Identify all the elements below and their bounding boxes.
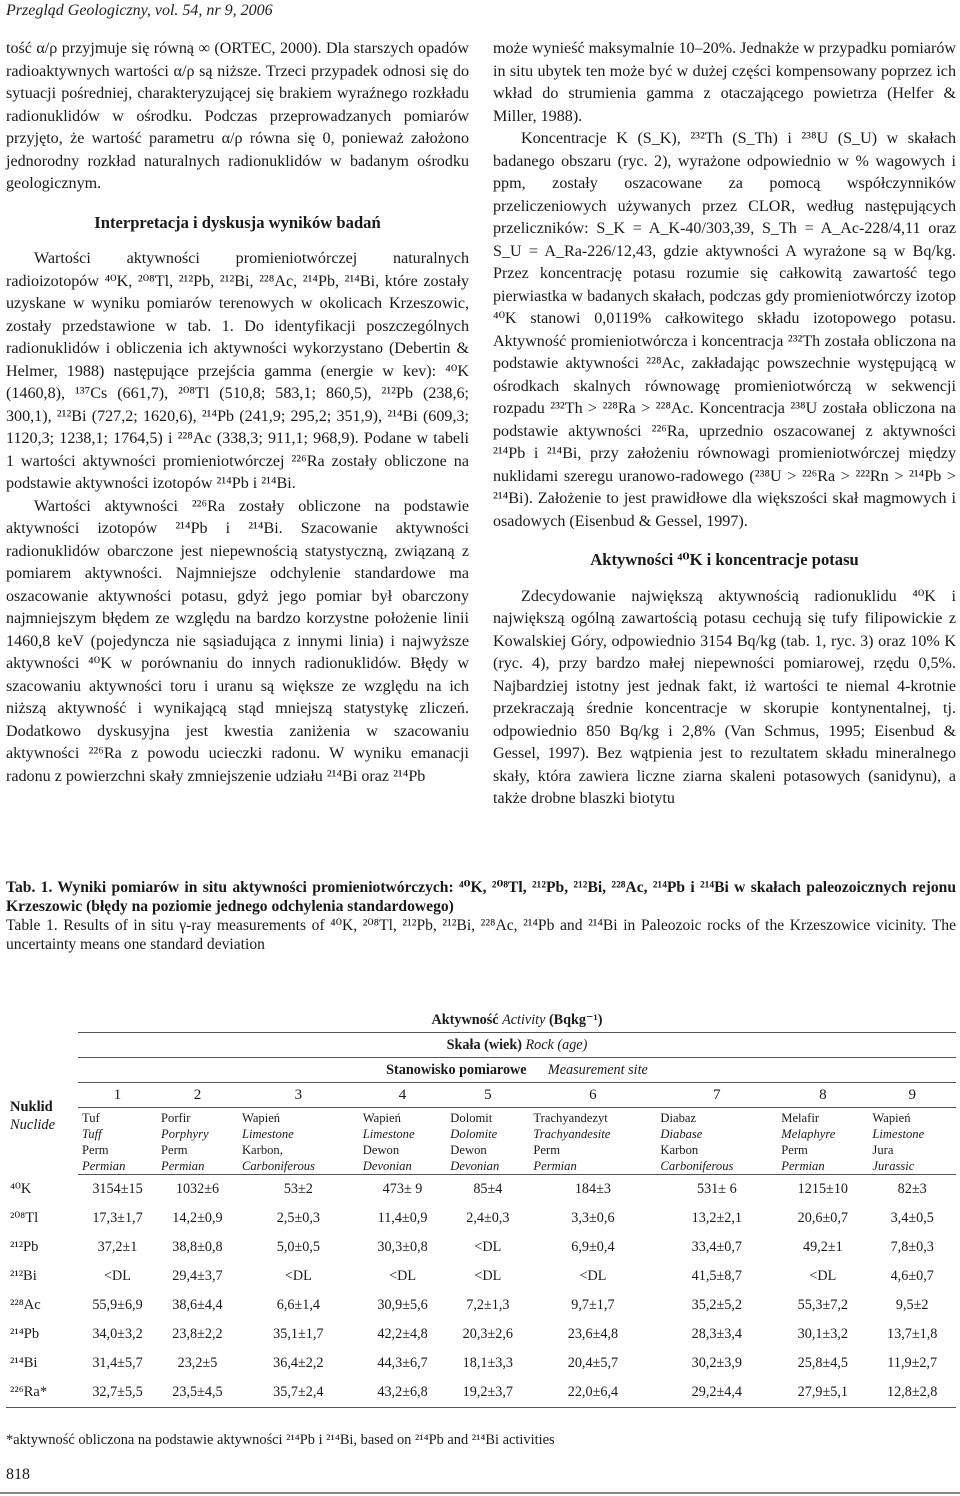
right-paragraph-3: Zdecydowanie największą aktywnością radionuklidu ⁴⁰K i największą ogólną zawartością potasu cechują się tufy filipowickie z Kowalskiej Góry, odpowiednio 3154 Bq/kg (tab. 1, ryc. 3) oraz 10% K (ryc. 4), przy bardzo małej niepewności pomiarowej, rzędu 0,5%. Najbardziej istotny jest jednak fakt, iż wartości te niemal 4-krotnie przekraczają średnie koncentracje w skorupie kontynentalnej, tj. odpowiednio 850 Bq/kg i 2,8% (Van Schmus, 1995; Eisenbud & Gessel, 1997). Bez wątpienia jest to rezultatem składu mineralnego skały, która zawiera liczne ziarna skaleni potasowych (sanidynu), a także drobne blaszki biotytu	[493, 587, 956, 807]
nuclide-header-en: Nuclide	[10, 1117, 56, 1133]
rock-pl: Wapień	[872, 1111, 911, 1125]
nuclide-label: ²¹²Bi	[10, 1268, 37, 1284]
left-paragraph-1: tość α/ρ przyjmuje się równą ∞ (ORTEC, 2000). Dla starszych opadów radioaktywnych wartości α/ρ są niższe. Trzeci przypadek odnosi się do sytuacji pośredniej, charakteryzującej się brakiem wyraźnego rozkładu radionuklidów w ośrodku. Podczas przeprowadzanych pomiarów przyjęto, że wartość parametru α/ρ równa się 0, ponieważ założono jednorodny rozkład naturalnych radionuklidów w badanym ośrodku geologicznym.	[6, 40, 469, 192]
activity-value: 531± 6	[696, 1181, 737, 1197]
activity-value: 38,8±0,8	[172, 1239, 223, 1255]
activity-value: 9,7±1,7	[571, 1297, 615, 1313]
nuclide-header-pl: Nuklid	[10, 1099, 53, 1115]
activity-value: 6,9±0,4	[571, 1239, 615, 1255]
activity-value: 11,9±2,7	[887, 1355, 938, 1371]
right-paragraph-1: może wynieść maksymalnie 10–20%. Jednakże w przypadku pomiarów in situ ubytek ten może być w dużej części kompensowany poprzez ich wkład do strumienia gamma z otaczającego powietrza (Helfer & Miller, 1988).	[493, 40, 957, 125]
activity-value: 35,1±1,7	[273, 1326, 324, 1342]
activity-value: 11,4±0,9	[377, 1210, 428, 1226]
site-number: 4	[359, 1083, 447, 1108]
activity-value: 29,4±3,7	[172, 1268, 223, 1284]
activity-value: 19,2±3,7	[446, 1378, 529, 1408]
activity-value: <DL	[389, 1268, 416, 1284]
site-number: 1	[78, 1083, 157, 1108]
activity-value: 23,5±4,5	[157, 1378, 238, 1408]
activity-value: 85±4	[473, 1181, 503, 1197]
table-corner	[6, 1008, 78, 1033]
activity-value: 22,0±6,4	[529, 1378, 656, 1408]
activity-value: 30,3±0,8	[377, 1239, 428, 1255]
rock-age-en: Devonian	[362, 1159, 412, 1173]
activity-value: 23,6±4,8	[567, 1326, 619, 1342]
table-footnote: *aktywność obliczona na podstawie aktywności ²¹⁴Pb i ²¹⁴Bi, based on ²¹⁴Pb and ²¹⁴Bi activities	[6, 1432, 555, 1448]
rock-header-en: Rock (age)	[525, 1036, 588, 1053]
rock-age-pl: Perm	[781, 1143, 808, 1157]
site-number: 7	[656, 1083, 777, 1108]
nuclide-label: ²⁰⁸Tl	[10, 1210, 39, 1226]
table-caption-en: Table 1. Results of in situ γ-ray measurements of ⁴⁰K, ²⁰⁸Tl, ²¹²Pb, ²¹²Bi, ²²⁸Ac, ²¹⁴Pb and ²¹⁴Bi in Paleozoic rocks of the Krzeszowice vicinity. The uncertainty means one standard deviation	[6, 917, 956, 953]
activity-value: 30,2±3,9	[691, 1355, 743, 1371]
left-column	[6, 38, 469, 788]
site-header	[78, 1058, 956, 1083]
journal-header: Przegląd Geologiczny, vol. 54, nr 9, 2006	[6, 2, 273, 19]
rock-pl: Porfir	[161, 1111, 191, 1125]
nuclide-label: ²²⁸Ac	[10, 1297, 41, 1313]
activity-value: 13,7±1,8	[887, 1326, 938, 1342]
activity-value: 3,4±0,5	[890, 1210, 934, 1226]
activity-value: 7,2±1,3	[466, 1297, 510, 1313]
rock-en: Limestone	[872, 1127, 925, 1141]
page-edge-line	[0, 1492, 960, 1494]
activity-value: 473± 9	[382, 1181, 423, 1197]
table-row	[6, 1320, 956, 1349]
activity-value: 28,3±3,4	[691, 1326, 743, 1342]
site-header-en: Measurement site	[547, 1061, 648, 1078]
right-paragraph-2: Koncentracje K (S_K), ²³²Th (S_Th) i ²³⁸U (S_U) w skałach badanego obszaru (ryc. 2), wyrażone odpowiednio w % wagowych i ppm, zostały oszacowane za pomocą współczynników przeliczeniowych używanych przez CLOR, według następujących przeliczników: S_K = A_K-40/303,39, S_Th = A_Ac-228/4,11 oraz S_U = A_Ra-226/12,43, gdzie aktywności A wyrażone są w Bq/kg. Przez koncentrację potasu rozumie się całkowitą zawartość tego pierwiastka w badanych skałach, podczas gdy promieniotwórczy izotop ⁴⁰K stanowi 0,0119% całkowitego składu izotopowego potasu. Aktywność promieniotwórcza i koncentracja ²³²Th została obliczona na podstawie aktywności ²²⁸Ac, zakładając powszechnie występującą w ośrodkach skalnych równowagę promieniotwórczą w sekwencji rozpadu ²³²Th > ²²⁸Ra > ²²⁸Ac. Koncentracja ²³⁸U została obliczona na podstawie aktywności ²²⁶Ra, uprzednio oszacowanej z aktywności ²¹⁴Pb i ²¹⁴Bi, przy założeniu równowagi promieniotwórczej między nuklidami szeregu uranowo-radowego (²³⁸U > ²²⁶Ra > ²²²Rn > ²¹⁴Pb > ²¹⁴Bi). Założenie to jest prawidłowe dla większości skał magmowych i osadowych (Eisenbud & Gessel, 1997).	[493, 130, 956, 530]
rock-cell	[238, 1108, 359, 1175]
rock-age-pl: Perm	[161, 1143, 188, 1157]
nuclide-label: ²¹⁴Bi	[10, 1355, 38, 1371]
activity-value: 13,2±2,1	[691, 1210, 743, 1226]
rock-pl: Wapień	[241, 1111, 281, 1125]
activity-value: 18,1±3,3	[462, 1355, 514, 1371]
section-title-aktywnosci: Aktywności ⁴⁰K i koncentracje potasu	[590, 550, 859, 569]
rock-cell	[157, 1108, 238, 1175]
activity-value: 31,4±5,7	[92, 1355, 143, 1371]
rock-cell	[529, 1108, 656, 1175]
table-row	[6, 1262, 956, 1291]
rock-pl: Wapień	[362, 1111, 401, 1125]
rock-age-en: Carboniferous	[241, 1159, 315, 1173]
rock-cell	[777, 1108, 868, 1175]
activity-value: 82±3	[897, 1181, 927, 1197]
left-paragraph-3: Wartości aktywności ²²⁶Ra zostały obliczone na podstawie aktywności izotopów ²¹⁴Pb i ²¹⁴Bi. Szacowanie aktywności radionuklidów obarczone jest niepewnością statystyczną, związaną z pomiarem aktywności. Najmniejsze odchylenie standardowe ma oszacowanie aktywności potasu, gdyż jego pomiar był obarczony najmniejszym błędem ze względu na bardzo korzystne położenie linii 1460,8 keV (pojedyncza nie sąsiadująca z innymi linia) i najwyższe aktywności ⁴⁰K w porównaniu do innych radionuklidów. Błędy w szacowaniu aktywności toru i uranu są większe ze względu na ich niższą aktywność i wynikającą stąd mniejszą statystykę zliczeń. Dodatkowo dyskusyjna jest kwestia zaniżenia w szacowaniu aktywności ²²⁶Ra z powodu ucieczki radonu. W wyniku emanacji radonu z powierzchni skały zmniejszenie udziału ²¹⁴Bi oraz ²¹⁴Pb	[6, 497, 469, 785]
left-paragraph-2: Wartości aktywności promieniotwórczej naturalnych radioizotopów ⁴⁰K, ²⁰⁸Tl, ²¹²Pb, ²¹²Bi, ²²⁸Ac, ²¹⁴Pb, ²¹⁴Bi, które zostały uzyskane w wyniku pomiarów terenowych w okolicach Krzeszowic, zostały przedstawione w tab. 1. Do identyfikacji poszczególnych radionuklidów i obliczenia ich aktywności wykorzystano (Debertin & Helmer, 1988) następujące przejścia gamma (energie w kev): ⁴⁰K (1460,8), ¹³⁷Cs (661,7), ²⁰⁸Tl (510,8; 583,1; 860,5), ²¹²Pb (238,6; 300,1), ²¹²Bi (727,2; 1620,6), ²¹⁴Pb (241,9; 295,2; 351,9), ²¹⁴Bi (609,3; 1120,3; 1238,1; 1764,5) i ²²⁸Ac (338,3; 911,1; 968,9). Podane w tabeli 1 wartości aktywności promieniotwórczej ²²⁶Ra zostały obliczone na podstawie aktywności izotopów ²¹⁴Pb i ²¹⁴Bi.	[6, 250, 469, 492]
activity-value: 23,2±5	[177, 1355, 218, 1371]
table-row	[6, 1291, 956, 1320]
activity-value: 1215±10	[797, 1181, 849, 1197]
activity-header-unit: (Bqkg⁻¹)	[548, 1011, 603, 1028]
rock-en: Melaphyre	[781, 1127, 836, 1141]
table-row	[6, 1378, 956, 1408]
activity-value: 30,1±3,2	[797, 1326, 849, 1342]
rock-en: Tuff	[82, 1127, 102, 1141]
site-number: 9	[868, 1083, 956, 1108]
rock-age-header	[78, 1033, 956, 1058]
activity-value: 20,4±5,7	[567, 1355, 619, 1371]
activity-header-en: Activity	[502, 1011, 546, 1028]
activity-value: 6,6±1,4	[276, 1297, 320, 1313]
rock-age-en: Permian	[82, 1159, 126, 1173]
rock-age-pl: Jura	[872, 1143, 894, 1157]
activity-value: 35,2±5,2	[691, 1297, 743, 1313]
site-number: 6	[529, 1083, 656, 1108]
rock-age-en: Carboniferous	[660, 1159, 734, 1173]
activity-value: 34,0±3,2	[92, 1326, 143, 1342]
activity-value: <DL	[809, 1268, 837, 1284]
activity-value: 32,7±5,5	[78, 1378, 157, 1408]
rock-age-pl: Karbon	[660, 1143, 699, 1157]
activity-value: 53±2	[283, 1181, 313, 1197]
activity-value: 4,6±0,7	[890, 1268, 934, 1284]
site-number: 2	[157, 1083, 238, 1108]
activity-value: 9,5±2	[895, 1297, 929, 1313]
activity-value: 43,2±6,8	[359, 1378, 447, 1408]
rock-age-en: Permian	[161, 1159, 205, 1173]
activity-value: 42,2±4,8	[377, 1326, 428, 1342]
table-row	[6, 1175, 956, 1205]
rock-pl: Trachyandezyt	[533, 1111, 608, 1125]
activity-value: 37,2±1	[97, 1239, 138, 1255]
table-caption-pl: Tab. 1. Wyniki pomiarów in situ aktywności promieniotwórczych: ⁴⁰K, ²⁰⁸Tl, ²¹²Pb, ²¹²Bi, ²²⁸Ac, ²¹⁴Pb i ²¹⁴Bi w skałach paleozoicznych rejonu Krzeszowic (błędy na poziomie jednego odchylenia standardowego)	[6, 879, 956, 915]
rock-age-en: Permian	[533, 1159, 577, 1173]
rock-cell	[446, 1108, 529, 1175]
site-number: 8	[777, 1083, 868, 1108]
rock-en: Dolomite	[450, 1127, 498, 1141]
activity-value: 20,6±0,7	[797, 1210, 849, 1226]
activity-value: 3,3±0,6	[571, 1210, 615, 1226]
rock-en: Limestone	[241, 1127, 294, 1141]
rock-age-pl: Perm	[82, 1143, 109, 1157]
activity-value: <DL	[474, 1268, 502, 1284]
rock-en: Porphyry	[161, 1127, 209, 1141]
activity-value: 7,8±0,3	[890, 1239, 934, 1255]
activity-value: <DL	[104, 1268, 131, 1284]
activity-value: 38,6±4,4	[172, 1297, 223, 1313]
rock-age-pl: Dewon	[450, 1143, 487, 1157]
activity-value: 33,4±0,7	[691, 1239, 743, 1255]
activity-value: 41,5±8,7	[691, 1268, 743, 1284]
rock-age-pl: Perm	[533, 1143, 560, 1157]
page-number: 818	[6, 1466, 30, 1483]
activity-value: 49,2±1	[802, 1239, 843, 1255]
rock-en: Diabase	[660, 1127, 703, 1141]
rock-en: Trachyandesite	[533, 1127, 611, 1141]
rock-en: Limestone	[362, 1127, 415, 1141]
activity-header	[78, 1008, 956, 1033]
activity-value: 5,0±0,5	[276, 1239, 320, 1255]
nuclide-label: ²¹²Pb	[10, 1239, 39, 1255]
rock-age-pl: Dewon	[362, 1143, 400, 1157]
activity-value: 27,9±5,1	[777, 1378, 868, 1408]
right-column	[493, 38, 956, 811]
rock-header-pl: Skała (wiek)	[446, 1036, 522, 1053]
rock-cell	[78, 1108, 157, 1175]
table-row	[6, 1233, 956, 1262]
activity-value: 3154±15	[92, 1181, 143, 1197]
table-row	[6, 1204, 956, 1233]
rock-pl: Dolomit	[450, 1111, 493, 1125]
activity-value: 1032±6	[175, 1181, 220, 1197]
activity-header-pl: Aktywność	[431, 1011, 499, 1028]
rock-pl: Tuf	[82, 1111, 100, 1125]
activity-value: 20,3±2,6	[462, 1326, 514, 1342]
nuclide-label: ²²⁶Ra*	[6, 1378, 78, 1408]
rock-cell	[656, 1108, 777, 1175]
activity-value: 14,2±0,9	[172, 1210, 223, 1226]
activity-value: 12,8±2,8	[868, 1378, 956, 1408]
site-header-pl: Stanowisko pomiarowe	[386, 1061, 527, 1078]
activity-value: <DL	[579, 1268, 607, 1284]
rock-pl: Melafir	[781, 1111, 820, 1125]
table-caption	[6, 878, 956, 954]
activity-value: 2,4±0,3	[466, 1210, 510, 1226]
activity-value: 44,3±6,7	[377, 1355, 428, 1371]
activity-value: 17,3±1,7	[92, 1210, 143, 1226]
activity-value: 23,8±2,2	[172, 1326, 223, 1342]
table-row	[6, 1349, 956, 1378]
rock-age-en: Permian	[781, 1159, 825, 1173]
activity-value: 2,5±0,3	[276, 1210, 320, 1226]
activity-value: 30,9±5,6	[377, 1297, 428, 1313]
results-table	[6, 1008, 956, 1408]
section-title-interpretacja: Interpretacja i dyskusja wyników badań	[94, 212, 381, 232]
activity-value: 36,4±2,2	[273, 1355, 324, 1371]
site-number: 3	[238, 1083, 359, 1108]
activity-value: 25,8±4,5	[797, 1355, 849, 1371]
activity-value: 55,9±6,9	[92, 1297, 143, 1313]
rock-cell	[359, 1108, 447, 1175]
nuclide-label: ⁴⁰K	[10, 1180, 32, 1197]
rock-age-en: Jurassic	[872, 1159, 915, 1173]
site-number: 5	[446, 1083, 529, 1108]
activity-value: <DL	[474, 1239, 502, 1255]
rock-cell	[868, 1108, 956, 1175]
rock-pl: Diabaz	[660, 1111, 697, 1125]
activity-value: 29,2±4,4	[656, 1378, 777, 1408]
rock-age-pl: Karbon,	[241, 1143, 283, 1157]
activity-value: 35,7±2,4	[238, 1378, 359, 1408]
table-corner	[6, 1033, 78, 1058]
activity-value: 184±3	[574, 1181, 611, 1197]
rock-age-en: Devonian	[450, 1159, 500, 1173]
activity-value: <DL	[284, 1268, 312, 1284]
activity-value: 55,3±7,2	[797, 1297, 849, 1313]
nuclide-header	[6, 1058, 78, 1175]
nuclide-label: ²¹⁴Pb	[10, 1326, 40, 1342]
